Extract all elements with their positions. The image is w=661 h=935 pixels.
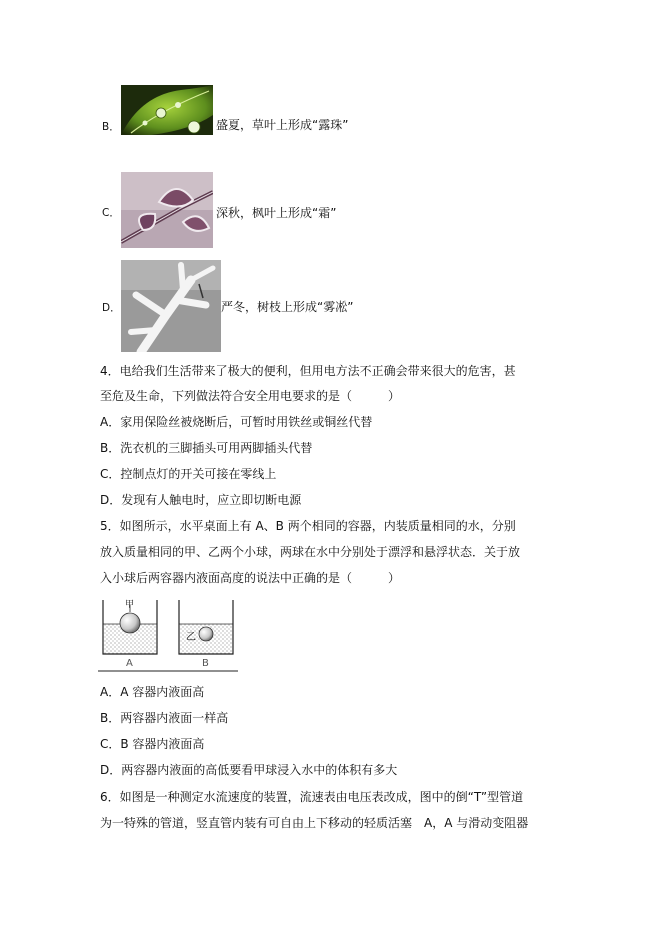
question6-stem-line1: 6．如图是一种测定水流速度的装置，流速表由电压表改成，图中的倒“T”型管道	[100, 790, 524, 804]
question4-stem-line1: 4．电给我们生活带来了极大的便利，但用电方法不正确会带来很大的危害，甚	[100, 364, 516, 378]
question5-option-d: D．两容器内液面的高低要看甲球浸入水中的体积有多大	[100, 763, 398, 777]
option-b-caption: 盛夏，草叶上形成“露珠”	[216, 118, 349, 132]
rime-on-branch-photo	[121, 260, 221, 352]
question4-stem-line2: 至危及生命，下列做法符合安全用电要求的是（ ）	[100, 389, 401, 403]
question5-stem-line3: 入小球后两容器内液面高度的说法中正确的是（ ）	[100, 571, 401, 585]
option-c-caption: 深秋，枫叶上形成“霜”	[216, 206, 337, 220]
two-containers-figure	[98, 598, 238, 673]
ball-b-label: 乙	[186, 632, 196, 643]
container-b-label: B	[202, 658, 209, 669]
option-c-letter: C．	[102, 207, 120, 219]
dew-on-grass-photo	[121, 85, 213, 135]
question6-stem-line2: 为一特殊的管道，竖直管内装有可自由上下移动的轻质活塞 A，A 与滑动变阻器	[100, 816, 529, 830]
frost-on-maple-leaf-photo	[121, 172, 213, 248]
question5-stem-line1: 5．如图所示，水平桌面上有 A、B 两个相同的容器，内装质量相同的水，分别	[100, 519, 516, 533]
option-b-letter: B．	[102, 121, 120, 133]
option-d-caption: 严冬，树枝上形成“雾凇”	[221, 300, 354, 314]
option-d-letter: D．	[102, 302, 121, 314]
question5-option-b: B．两容器内液面一样高	[100, 711, 229, 725]
container-a-label: A	[126, 658, 133, 669]
question4-option-d: D．发现有人触电时，应立即切断电源	[100, 493, 302, 507]
question5-stem-line2: 放入质量相同的甲、乙两个小球，两球在水中分别处于漂浮和悬浮状态．关于放	[100, 545, 521, 559]
question5-option-a: A．A 容器内液面高	[100, 685, 205, 699]
question5-option-c: C．B 容器内液面高	[100, 737, 205, 751]
question4-option-a: A．家用保险丝被烧断后，可暂时用铁丝或铜丝代替	[100, 415, 373, 429]
question4-option-b: B．洗衣机的三脚插头可用两脚插头代替	[100, 441, 313, 455]
question4-option-c: C．控制点灯的开关可接在零线上	[100, 467, 277, 481]
ball-a-label: 甲	[125, 600, 135, 610]
